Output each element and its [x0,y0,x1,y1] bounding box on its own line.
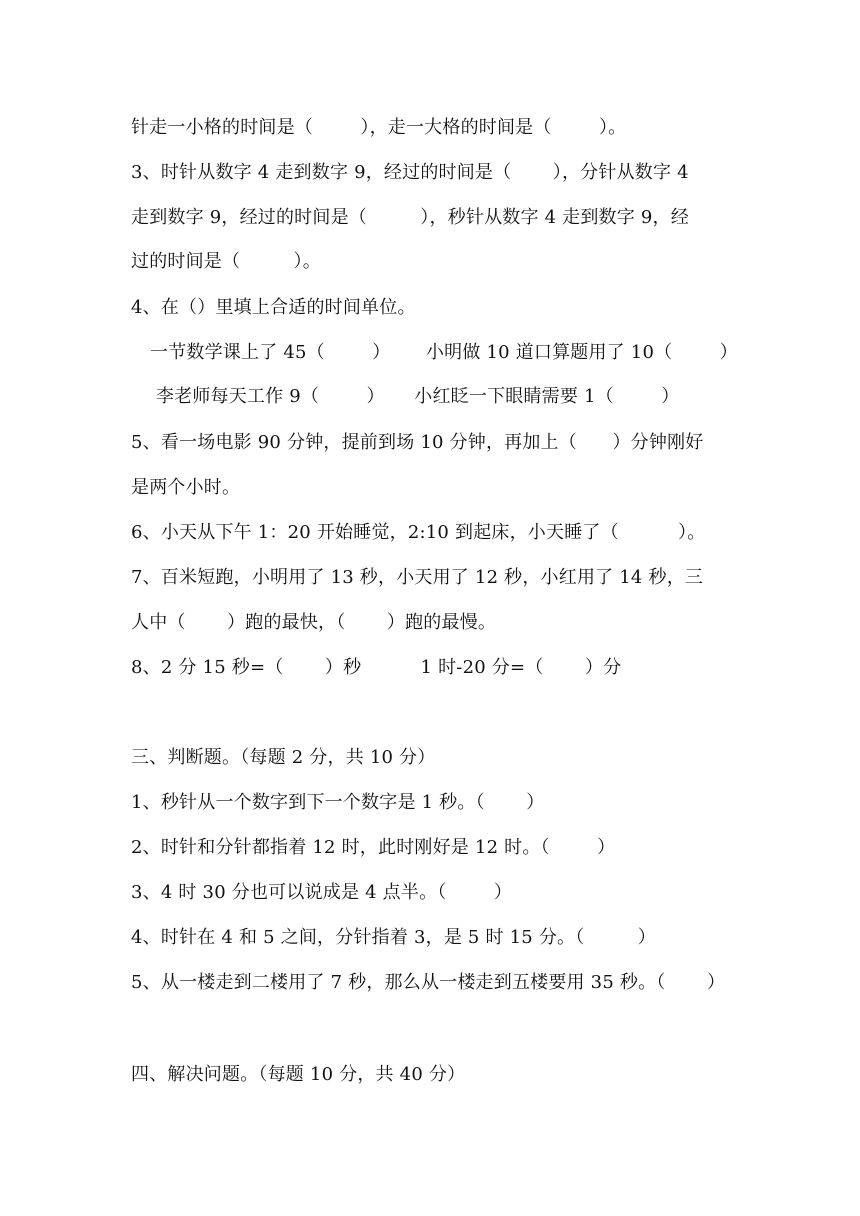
question-line: 走到数字 9，经过的时间是（ ），秒针从数字 4 走到数字 9，经 [131,207,689,228]
true-false-item: 1、秒针从一个数字到下一个数字是 1 秒。（ ） [131,792,545,813]
question-line: 过的时间是（ ）。 [131,251,321,272]
question-line: 6、小天从下午 1：20 开始睡觉，2:10 到起床，小天睡了（ ）。 [131,522,706,543]
true-false-item: 3、4 时 30 分也可以说成是 4 点半。（ ） [131,882,513,903]
section-title-true-false: 三、判断题。（每题 2 分，共 10 分） [131,747,436,768]
question-line: 3、时针从数字 4 走到数字 9，经过的时间是（ ），分针从数字 4 [131,162,689,183]
question-line: 李老师每天工作 9（ ） 小红眨一下眼睛需要 1（ ） [150,386,680,407]
question-line: 8、2 分 15 秒=（ ）秒 1 时-20 分=（ ）分 [131,657,622,678]
question-line: 4、在（）里填上合适的时间单位。 [131,297,416,318]
true-false-item: 2、时针和分针都指着 12 时，此时刚好是 12 时。（ ） [131,837,616,858]
question-line: 针走一小格的时间是（ ），走一大格的时间是（ ）。 [131,117,627,138]
question-line: 5、看一场电影 90 分钟，提前到场 10 分钟，再加上（ ）分钟刚好 [131,432,704,453]
section-title-problem-solving: 四、解决问题。（每题 10 分，共 40 分） [131,1064,466,1085]
true-false-item: 4、时针在 4 和 5 之间，分针指着 3，是 5 时 15 分。（ ） [131,927,656,948]
question-line: 人中（ ）跑的最快，（ ）跑的最慢。 [131,612,497,633]
question-line: 是两个小时。 [131,477,241,498]
question-line: 7、百米短跑，小明用了 13 秒，小天用了 12 秒，小红用了 14 秒，三 [131,567,704,588]
true-false-item: 5、从一楼走到二楼用了 7 秒，那么从一楼走到五楼要用 35 秒。（ ） [131,972,726,993]
question-line: 一节数学课上了 45（ ） 小明做 10 道口算题用了 10（ ） [150,342,738,363]
